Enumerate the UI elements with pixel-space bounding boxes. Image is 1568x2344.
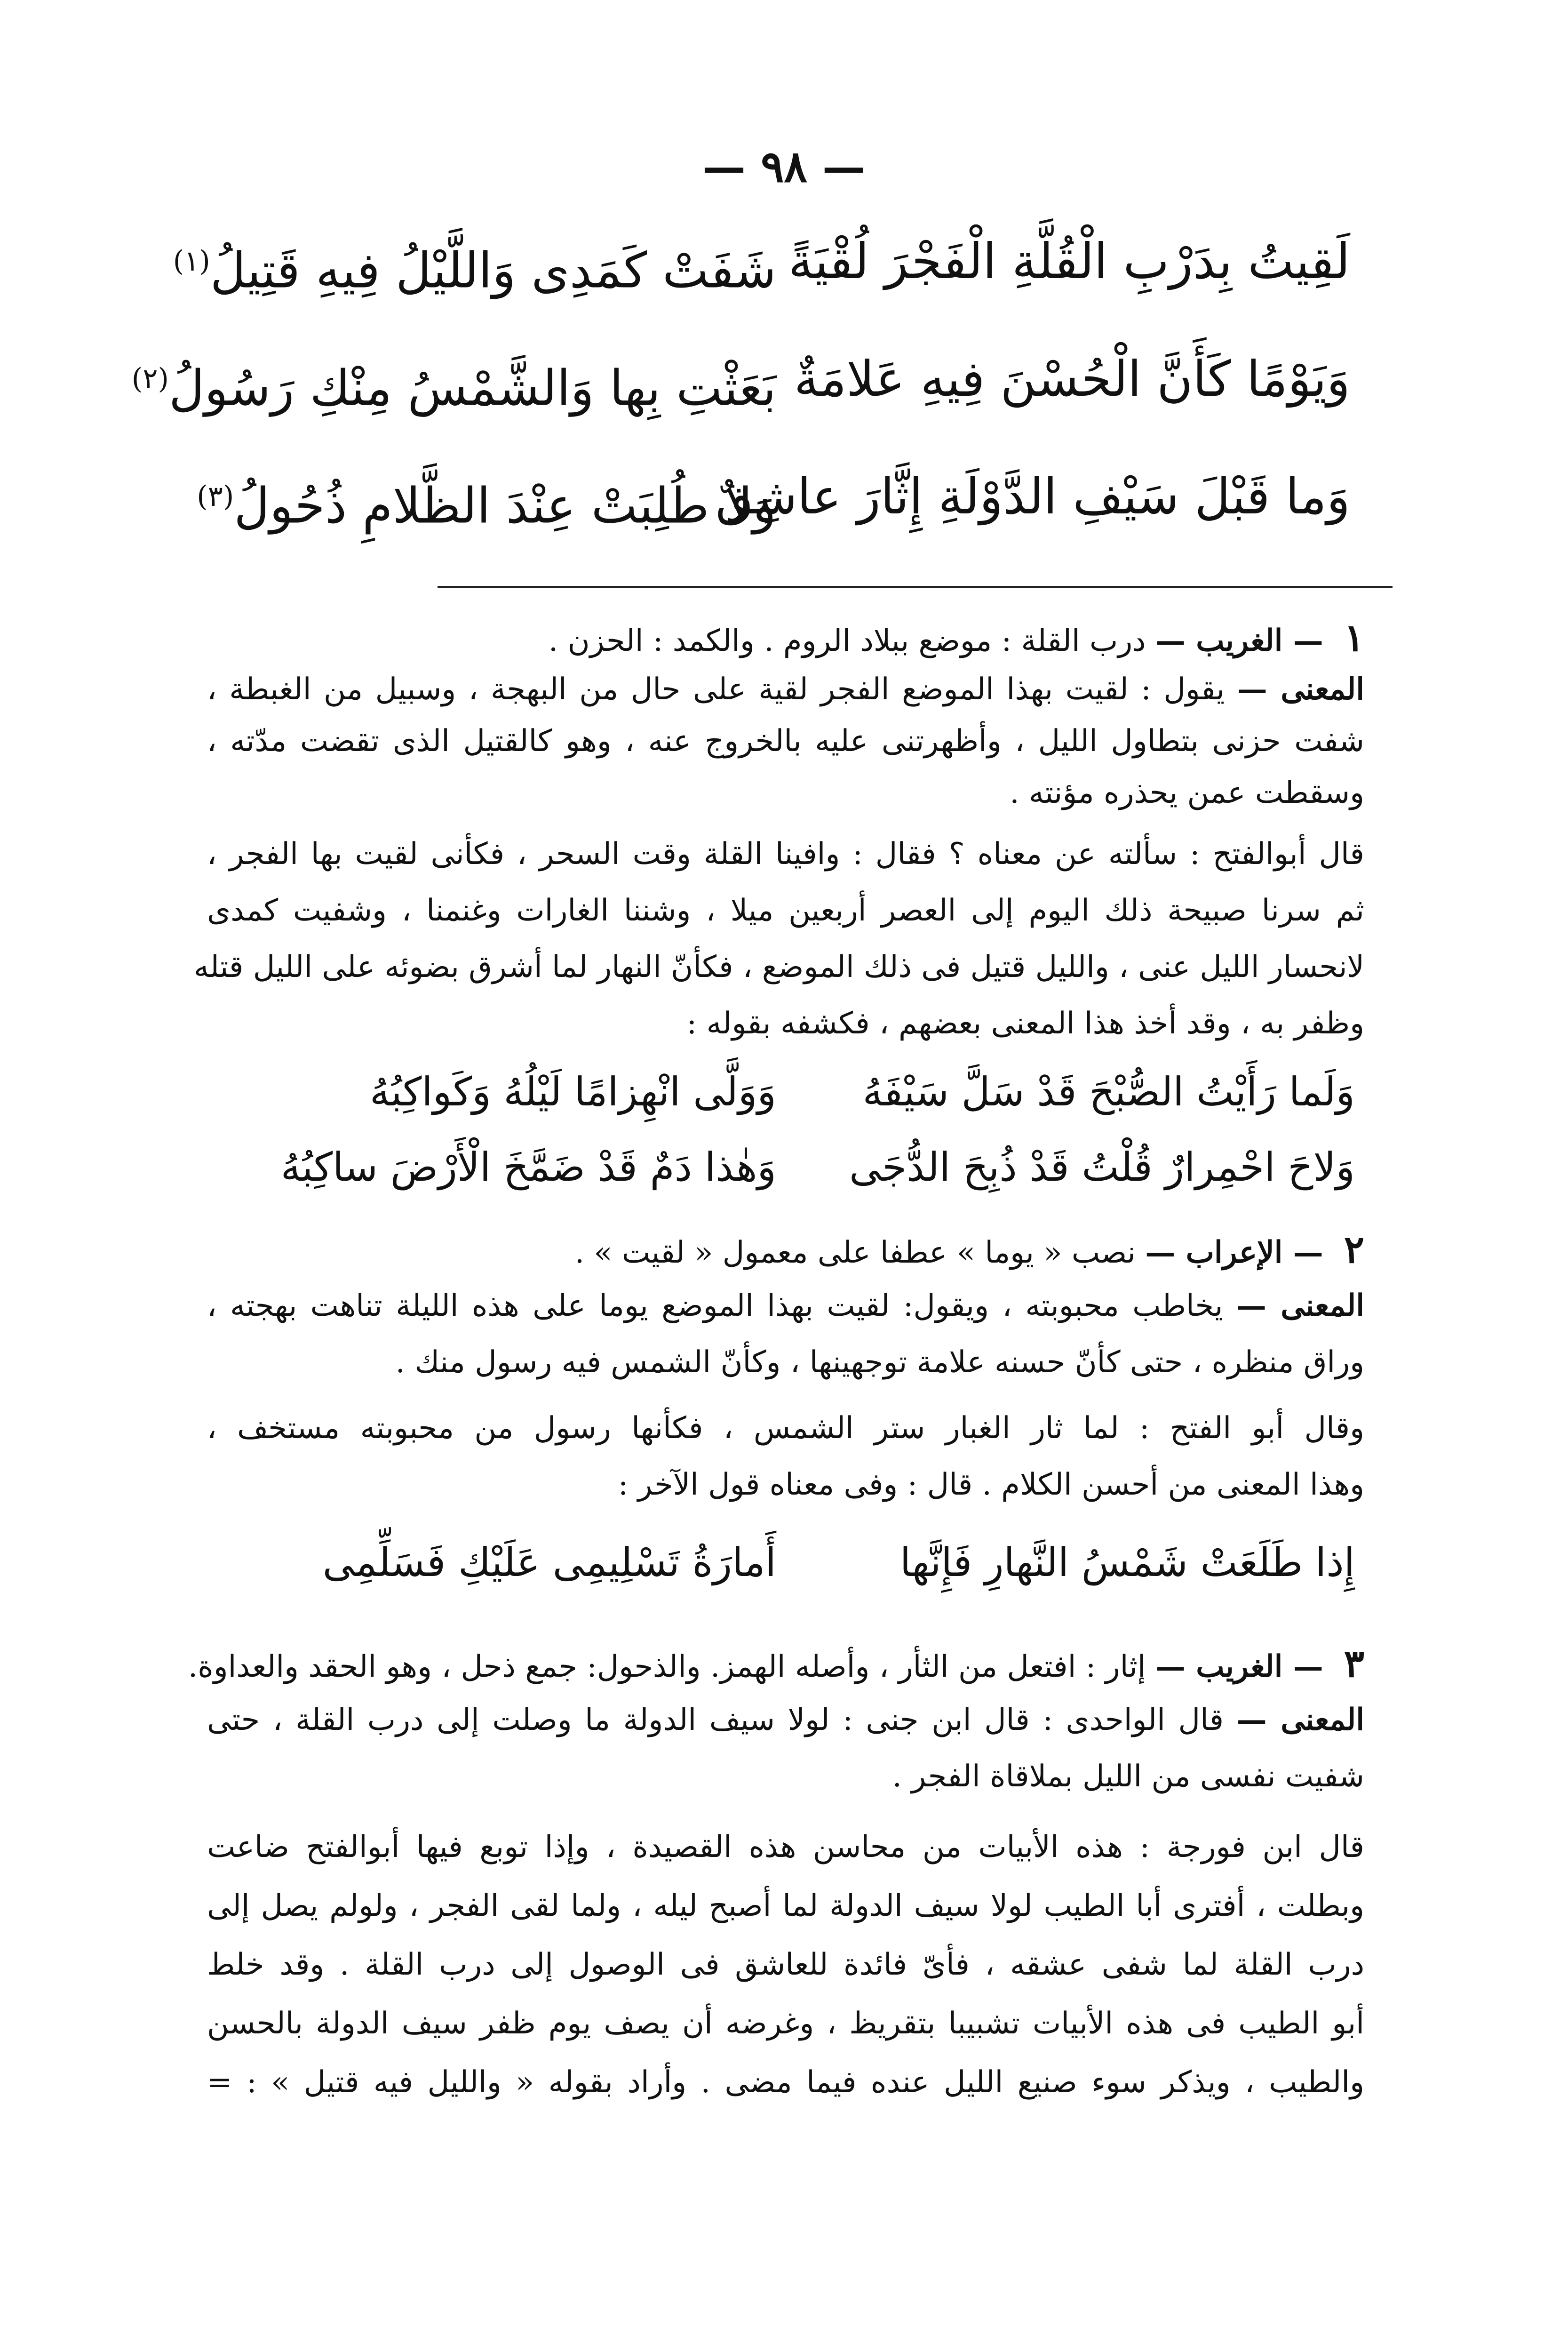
- note-2-abulfath-line-2: وهذا المعنى من أحسن الكلام . قال : وفى معناه قول الآخر :: [618, 1467, 1364, 1502]
- note-3-furraja-line-3: درب القلة لما شفى عشقه ، فأىّ فائدة للعاشق فى الوصول إلى درب القلة . وقد خلط: [207, 1947, 1364, 1982]
- quoted-verse-3-first: إِذا طَلَعَتْ شَمْسُ النَّهارِ فَإِنَّها: [899, 1539, 1355, 1585]
- note-2-irab-label: — الإعراب —: [1145, 1235, 1323, 1270]
- note-1-abulfath-line-4: وظفر به ، وقد أخذ هذا المعنى بعضهم ، فكشفه بقوله :: [686, 1006, 1364, 1041]
- note-1-gharib-text: درب القلة : موضع ببلاد الروم . والكمد : الحزن .: [548, 624, 1146, 658]
- note-3-gharib-label: — الغريب —: [1155, 1649, 1323, 1684]
- note-3-maana-line-1: [207, 1694, 1364, 1746]
- quoted-verse-1-second: وَوَلَّى انْهِزامًا لَيْلُهُ وَكَواكِبُهُ: [370, 1069, 776, 1115]
- verse-1-second-text: شَفَتْ كَمَدِى وَاللَّيْلُ فِيهِ قَتِيلُ: [210, 241, 776, 299]
- verse-2: [131, 339, 1350, 419]
- quoted-verse-2-second: وَهٰذا دَمٌ قَدْ ضَمَّخَ الْأَرْضَ ساكِبُهُ: [280, 1144, 776, 1190]
- note-2-maana-line-1: [207, 1280, 1364, 1332]
- verse-1-second-hemistich: [173, 221, 776, 301]
- quoted-verse-3: [235, 1525, 1355, 1600]
- verse-3-second-text: وَلا طُلِبَتْ عِنْدَ الظَّلامِ ذُحُولُ: [234, 477, 776, 535]
- note-3-maana-line-2: شفيت نفسى من الليل بملاقاة الفجر .: [892, 1759, 1364, 1794]
- note-3-furraja-line-5: والطيب ، ويذكر سوء صنيع الليل عنده فيما مضى . وأراد بقوله « والليل فيه قتيل » : =: [207, 2065, 1364, 2100]
- footnote-divider: [438, 586, 1393, 588]
- verse-3-first-hemistich: وَما قَبْلَ سَيْفِ الدَّوْلَةِ إِثَّارَ عاشِقٌ: [715, 468, 1350, 525]
- verse-3-second-hemistich: [197, 456, 776, 536]
- note-1-number: ١: [1344, 616, 1364, 660]
- note-3-furraja-line-4: أبو الطيب فى هذه الأبيات تشبيبا بتقريظ ، وغرضه أن يصف يوم ظفر سيف الدولة بالحسن: [207, 2006, 1364, 2041]
- note-1-gharib-label: — الغريب —: [1155, 623, 1323, 658]
- note-1-abulfath-line-1: قال أبوالفتح : سألته عن معناه ؟ فقال : وافينا القلة وقت السحر ، فكأنى لقيت بها الفجر ،: [207, 837, 1364, 872]
- note-1-abulfath-line-2: ثم سرنا صبيحة ذلك اليوم إلى العصر أربعين ميلا ، وشننا الغارات وغنمنا ، وشفيت كمدى: [207, 893, 1364, 928]
- note-2-abulfath-line-1: وقال أبو الفتح : لما ثار الغبار ستر الشمس ، فكأنها رسول من محبوبته مستخف ،: [207, 1411, 1364, 1446]
- page-number: — ٩٨ —: [702, 141, 866, 192]
- quoted-verse-2: [235, 1129, 1355, 1205]
- note-2-irab: [207, 1224, 1364, 1275]
- note-2-irab-text: نصب « يوما » عطفا على معمول « لقيت » .: [574, 1235, 1136, 1270]
- verse-1: [173, 221, 1350, 301]
- note-1-maana-line-2: شفت حزنى بتطاول الليل ، وأظهرتنى عليه بالخروج عنه ، وهو كالقتيل الذى تقضت مدّته ،: [207, 724, 1365, 759]
- note-1-maana-label: المعنى —: [1237, 672, 1365, 707]
- note-3-furraja-line-2: وبطلت ، أفترى أبا الطيب لولا سيف الدولة لما أصبح ليله ، ولما لقى الفجر ، ولولم يصل إلى: [207, 1888, 1364, 1923]
- quoted-verse-1: [235, 1054, 1355, 1129]
- footnote-marker-2: (٢): [131, 362, 169, 395]
- note-3-maana-label: المعنى —: [1236, 1702, 1365, 1737]
- note-2-maana-line-2: وراق منظره ، حتى كأنّ حسنه علامة توجهينها ، وكأنّ الشمس فيه رسول منك .: [395, 1345, 1364, 1380]
- verse-2-second-text: بَعَثْتِ بِها وَالشَّمْسُ مِنْكِ رَسُولُ: [168, 359, 776, 417]
- note-2-number: ٢: [1344, 1227, 1364, 1272]
- note-1-gharib: [207, 612, 1364, 664]
- footnote-marker-1: (١): [173, 245, 210, 278]
- note-1-maana-line-3: وسقطت عمن يحذره مؤنته .: [1010, 776, 1364, 810]
- quoted-verse-2-first: وَلاحَ احْمِرارٌ قُلْتُ قَدْ ذُبِحَ الدُّجَى: [849, 1144, 1355, 1190]
- note-1-maana-line-1: [207, 664, 1364, 715]
- note-3-number: ٣: [1344, 1641, 1364, 1686]
- verse-1-first-hemistich: لَقِيتُ بِدَرْبِ الْقُلَّةِ الْفَجْرَ لُقْيَةً: [788, 232, 1350, 290]
- quoted-verse-3-second: أَمارَةُ تَسْلِيمِى عَلَيْكِ فَسَلِّمِى: [322, 1539, 776, 1585]
- note-2-maana-text-1: يخاطب محبوبته ، ويقول: لقيت بهذا الموضع يوما على هذه الليلة تناهت بهجته ،: [207, 1288, 1223, 1323]
- footnote-marker-3: (٣): [197, 480, 234, 513]
- verse-3: [197, 456, 1350, 536]
- note-3-furraja-line-1: قال ابن فورجة : هذه الأبيات من محاسن هذه القصيدة ، وإذا توبع فيها أبوالفتح ضاعت: [207, 1830, 1364, 1864]
- verse-2-second-hemistich: [131, 339, 776, 419]
- note-3-gharib: [188, 1638, 1364, 1689]
- note-1-maana-text-1: يقول : لقيت بهذا الموضع الفجر لقية على حال من البهجة ، وسبيل من الغبطة ،: [207, 672, 1225, 707]
- note-3-gharib-text: إثار : افتعل من الثأر ، وأصله الهمز. والذحول: جمع ذحل ، وهو الحقد والعداوة.: [188, 1649, 1146, 1684]
- note-1-abulfath-line-3: لانحسار الليل عنى ، والليل قتيل فى ذلك الموضع ، فكأنّ النهار لما أشرق بضوئه على الليل قتله: [193, 950, 1364, 984]
- note-3-maana-text-1: قال الواحدى : قال ابن جنى : لولا سيف الدولة ما وصلت إلى درب القلة ، حتى: [207, 1703, 1224, 1737]
- quoted-verse-1-first: وَلَما رَأَيْتُ الصُّبْحَ قَدْ سَلَّ سَيْفَهُ: [862, 1069, 1355, 1115]
- note-2-maana-label: المعنى —: [1236, 1288, 1365, 1323]
- verse-2-first-hemistich: وَيَوْمًا كَأَنَّ الْحُسْنَ فِيهِ عَلامَةٌ: [794, 350, 1350, 408]
